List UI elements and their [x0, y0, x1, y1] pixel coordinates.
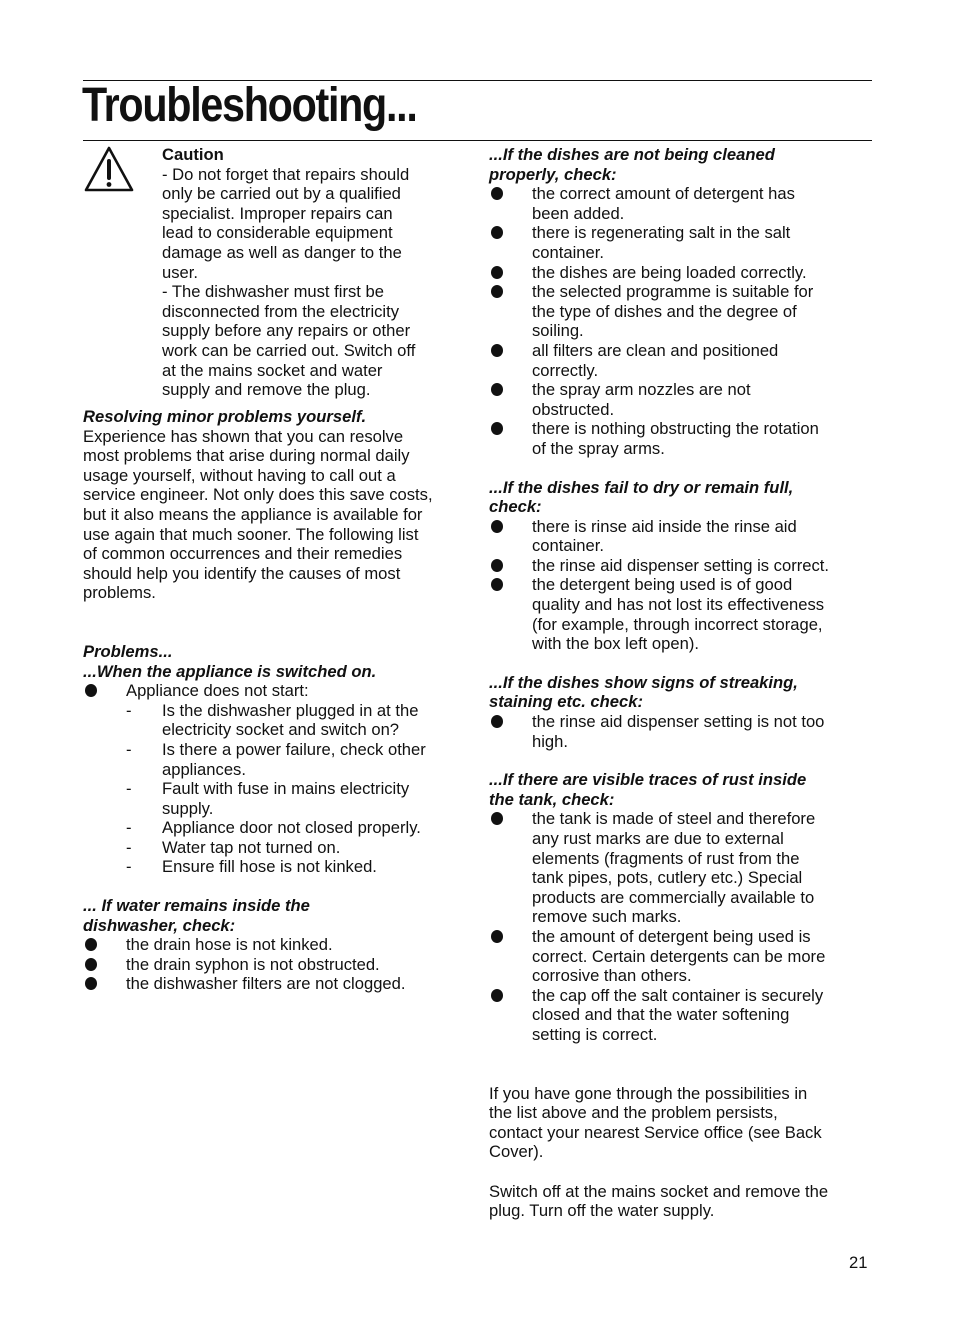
list-item — [489, 712, 874, 751]
list-item-line: - Fault with fuse in mains electricity — [162, 779, 410, 799]
list-item — [489, 282, 874, 341]
closing-notes — [489, 1084, 874, 1221]
list-item — [83, 935, 468, 955]
paragraph-line: but it also means the appliance is available for — [83, 504, 423, 524]
list-item-line: - Is the dishwasher plugged in at the — [162, 700, 419, 720]
list-item — [489, 341, 874, 380]
paragraph-line: plug. Turn off the water supply. — [489, 1201, 715, 1221]
heading-line: the tank, check: — [489, 789, 615, 809]
list-item-line: the spray arm nozzles are not — [532, 380, 751, 400]
list-item-line: - Appliance door not closed properly. — [162, 818, 421, 838]
list-item-line: - Is there a power failure, check other — [162, 739, 426, 759]
list-item-line: the drain hose is not kinked. — [126, 935, 333, 955]
list-item — [83, 701, 468, 740]
caution-line: - Do not forget that repairs should — [162, 164, 410, 184]
caution-title: Caution — [162, 145, 224, 164]
resolving-heading: Resolving minor problems yourself. — [83, 407, 367, 426]
list-item-line: appliances. — [162, 759, 246, 779]
not-cleaned-heading — [489, 145, 874, 184]
paragraph-line: use again that much sooner. The following list — [83, 524, 419, 544]
heading-line: check: — [489, 497, 542, 517]
left-column — [83, 145, 468, 994]
list-item — [489, 263, 874, 283]
caution-line: - The dishwasher must first be — [162, 282, 384, 302]
list-item-line: the rinse aid dispenser setting is correct. — [532, 555, 829, 575]
list-item-line: setting is correct. — [532, 1024, 658, 1044]
list-item-line: the amount of detergent being used is — [532, 926, 811, 946]
fail-to-dry-heading — [489, 478, 874, 517]
page-title: Troubleshooting... — [82, 79, 417, 132]
paragraph-line: usage yourself, without having to call out a — [83, 465, 396, 485]
caution-line: at the mains socket and water — [162, 360, 383, 380]
fail-to-dry-list — [489, 517, 874, 654]
page-number: 21 — [849, 1253, 868, 1272]
paragraph-line: If you have gone through the possibilities in — [489, 1083, 808, 1103]
list-item-line: the type of dishes and the degree of — [532, 301, 797, 321]
list-item — [83, 857, 468, 877]
list-item-line: electricity socket and switch on? — [162, 720, 400, 740]
list-item-line: the correct amount of detergent has — [532, 184, 795, 204]
heading-line: ... If water remains inside the — [83, 896, 310, 916]
list-item-line: correct. Certain detergents can be more — [532, 946, 826, 966]
caution-text — [162, 145, 462, 400]
list-item-line: the drain syphon is not obstructed. — [126, 954, 380, 974]
heading-line: properly, check: — [489, 164, 617, 184]
list-item-line: the detergent being used is of good — [532, 575, 793, 595]
resolving-paragraph — [83, 427, 468, 603]
list-item — [489, 223, 874, 262]
list-item — [83, 974, 468, 994]
appliance-check-list — [83, 701, 468, 877]
paragraph-line: most problems that arise during normal daily — [83, 446, 410, 466]
list-item-line: products are commercially available to — [532, 887, 815, 907]
list-item-line: been added. — [532, 203, 625, 223]
heading-line: ...If there are visible traces of rust inside — [489, 770, 807, 790]
list-item — [489, 184, 874, 223]
list-item — [83, 838, 468, 858]
right-column — [489, 145, 874, 1221]
list-item — [489, 380, 874, 419]
list-item-line: all filters are clean and positioned — [532, 340, 779, 360]
list-item-line: the cap off the salt container is securely — [532, 985, 824, 1005]
list-item-line: corrosive than others. — [532, 966, 692, 986]
list-item-line: container. — [532, 536, 604, 556]
not-cleaned-list — [489, 184, 874, 458]
caution-line: supply and remove the plug. — [162, 380, 371, 400]
list-item-line: elements (fragments of rust from the — [532, 848, 800, 868]
list-item-line: - Ensure fill hose is not kinked. — [162, 857, 377, 877]
list-item-line: the dishwasher filters are not clogged. — [126, 974, 406, 994]
paragraph-line: Switch off at the mains socket and remove the — [489, 1181, 829, 1201]
list-item-line: tank pipes, pots, cutlery etc.) Special — [532, 868, 803, 888]
paragraph-line: Experience has shown that you can resolve — [83, 426, 404, 446]
list-item — [489, 809, 874, 927]
list-item — [489, 575, 874, 653]
paragraph-line: problems. — [83, 583, 156, 603]
list-item-line: the dishes are being loaded correctly. — [532, 262, 807, 282]
list-item-line: high. — [532, 731, 568, 751]
list-item-line: the selected programme is suitable for — [532, 282, 814, 302]
caution-line: lead to considerable equipment — [162, 223, 393, 243]
list-item-line: of the spray arms. — [532, 438, 665, 458]
list-item-line: with the box left open). — [532, 634, 699, 654]
title-underline-rule — [83, 140, 872, 141]
list-item-line: the tank is made of steel and therefore — [532, 809, 816, 829]
caution-line: damage as well as danger to the — [162, 242, 402, 262]
switched-on-subheading: ...When the appliance is switched on. — [83, 661, 377, 681]
list-item-line: there is regenerating salt in the salt — [532, 223, 791, 243]
list-item-line: supply. — [162, 798, 214, 818]
caution-line: supply before any repairs or other — [162, 321, 411, 341]
caution-line: user. — [162, 262, 198, 282]
list-item-line: (for example, through incorrect storage, — [532, 614, 823, 634]
list-item-line: remove such marks. — [532, 907, 682, 927]
paragraph-line: Cover). — [489, 1142, 544, 1162]
caution-body — [162, 165, 462, 400]
caution-box — [83, 145, 468, 407]
paragraph-line: the list above and the problem persists, — [489, 1103, 778, 1123]
caution-line: disconnected from the electricity — [162, 301, 400, 321]
heading-line: dishwasher, check: — [83, 915, 236, 935]
heading-line: staining etc. check: — [489, 692, 644, 712]
paragraph-line: contact your nearest Service office (see Back — [489, 1122, 822, 1142]
list-item-line: correctly. — [532, 360, 599, 380]
list-item — [83, 740, 468, 779]
list-item — [83, 779, 468, 818]
heading-line: ...If the dishes show signs of streaking, — [489, 672, 798, 692]
list-item-line: soiling. — [532, 321, 584, 341]
rust-list — [489, 809, 874, 1044]
list-item-line: quality and has not lost its effectiveness — [532, 595, 825, 615]
paragraph-line: of common occurrences and their remedies — [83, 544, 403, 564]
paragraph-line: service engineer. Not only does this save costs, — [83, 485, 433, 505]
closing-paragraph — [489, 1182, 874, 1221]
water-remains-list — [83, 935, 468, 994]
list-item-text: Appliance does not start: — [126, 681, 309, 701]
rust-heading — [489, 770, 874, 809]
list-item — [489, 419, 874, 458]
list-item-line: the rinse aid dispenser setting is not too — [532, 712, 825, 732]
warning-triangle-icon — [83, 145, 135, 193]
list-item-line: there is rinse aid inside the rinse aid — [532, 516, 797, 536]
list-item-line: there is nothing obstructing the rotation — [532, 419, 819, 439]
list-item — [83, 955, 468, 975]
list-item — [83, 818, 468, 838]
caution-line: only be carried out by a qualified — [162, 184, 401, 204]
list-item — [489, 556, 874, 576]
water-remains-heading — [83, 896, 468, 935]
list-item-line: obstructed. — [532, 399, 615, 419]
problems-heading: Problems... — [83, 641, 173, 661]
streaking-heading — [489, 673, 874, 712]
list-item-line: - Water tap not turned on. — [162, 837, 341, 857]
list-item — [489, 986, 874, 1045]
caution-line: specialist. Improper repairs can — [162, 203, 393, 223]
list-item — [489, 927, 874, 986]
paragraph-line: should help you identify the causes of most — [83, 563, 401, 583]
streaking-list — [489, 712, 874, 751]
list-item — [83, 681, 468, 701]
list-item-line: closed and that the water softening — [532, 1005, 790, 1025]
closing-paragraph — [489, 1084, 874, 1162]
heading-line: ...If the dishes fail to dry or remain full, — [489, 477, 794, 497]
caution-line: work can be carried out. Switch off — [162, 340, 416, 360]
list-item-line: container. — [532, 242, 604, 262]
heading-line: ...If the dishes are not being cleaned — [489, 145, 775, 164]
switched-on-list — [83, 681, 468, 701]
list-item — [489, 517, 874, 556]
list-item-line: any rust marks are due to external — [532, 829, 784, 848]
